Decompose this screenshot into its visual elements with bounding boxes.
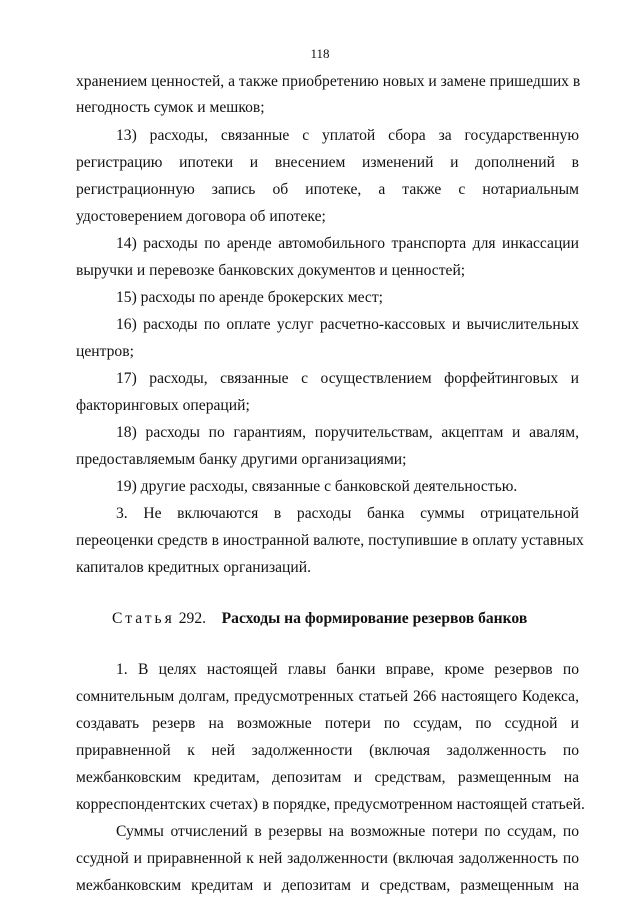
text-line: предоставляемым банку другими организациями; bbox=[76, 451, 407, 468]
text-line: 13) расходы, связанные с уплатой сбора за государственную bbox=[116, 127, 579, 144]
article-title: Расходы на формирование резервов банков bbox=[221, 610, 528, 627]
text-line: удостоверением договора об ипотеке; bbox=[76, 208, 326, 225]
text-line: ссудной и приравненной к ней задолженности (включая задолженность по bbox=[76, 850, 579, 867]
text-line: 16) расходы по оплате услуг расчетно-кассовых и вычислительных bbox=[116, 316, 579, 333]
text-line: 18) расходы по гарантиям, поручительствам, акцептам и авалям, bbox=[116, 424, 579, 441]
text-line: 15) расходы по аренде брокерских мест; bbox=[116, 289, 383, 306]
text-line: факторинговых операций; bbox=[76, 397, 250, 414]
text-line: Суммы отчислений в резервы на возможные потери по ссудам, по bbox=[116, 823, 579, 840]
text-line: 14) расходы по аренде автомобильного транспорта для инкассации bbox=[116, 235, 579, 252]
text-line: выручки и перевозке банковских документов и ценностей; bbox=[76, 262, 466, 279]
text-line: межбанковским кредитам и депозитам и средствам, размещенным на bbox=[76, 877, 579, 894]
article-heading bbox=[112, 609, 579, 629]
article-label: Статья bbox=[112, 610, 175, 627]
text-line: приравненной к ней задолженности (включая задолженность по bbox=[76, 742, 579, 759]
article-number: 292. bbox=[178, 610, 207, 627]
text-line: межбанковским кредитам, депозитам и средствам, размещенным на bbox=[76, 769, 579, 786]
text-line: корреспондентских счетах) в порядке, предусмотренном настоящей статьей. bbox=[76, 796, 585, 813]
text-line: 17) расходы, связанные с осуществлением форфейтинговых и bbox=[116, 370, 579, 387]
text-line: переоценки средств в иностранной валюте, поступившие в оплату уставных bbox=[76, 532, 584, 549]
text-line: 19) другие расходы, связанные с банковской деятельностью. bbox=[116, 478, 518, 495]
text-line: капиталов кредитных организаций. bbox=[76, 559, 311, 576]
text-line: 1. В целях настоящей главы банки вправе, кроме резервов по bbox=[116, 661, 579, 678]
text-line: регистрацию ипотеки и внесением изменений и дополнений в bbox=[76, 154, 579, 171]
text-line: хранением ценностей, а также приобретению новых и замене пришедших в bbox=[76, 73, 581, 90]
text-line: сомнительным долгам, предусмотренных статьей 266 настоящего Кодекса, bbox=[76, 688, 579, 705]
text-line: регистрационную запись об ипотеке, а также с нотариальным bbox=[76, 181, 579, 198]
text-line: 3. Не включаются в расходы банка суммы отрицательной bbox=[116, 505, 579, 522]
text-line: создавать резерв на возможные потери по ссудам, по ссудной и bbox=[76, 715, 579, 732]
text-line: негодность сумок и мешков; bbox=[76, 99, 265, 116]
text-line: центров; bbox=[76, 343, 134, 360]
page-number: 118 bbox=[310, 46, 330, 61]
